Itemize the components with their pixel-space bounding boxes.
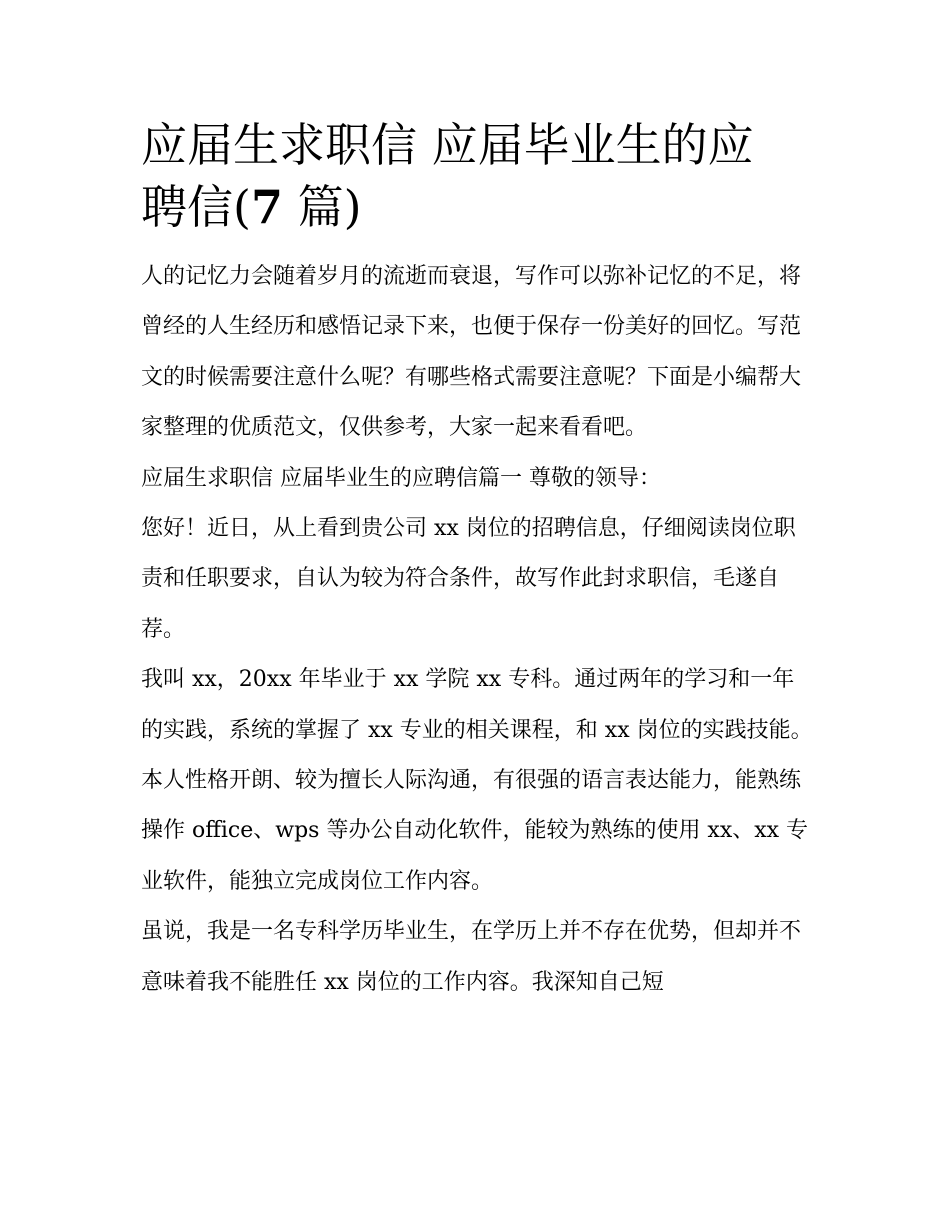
self-introduction-paragraph: 我叫 xx，20xx 年毕业于 xx 学院 xx 专科。通过两年的学习和一年的实践，系统的掌握了 xx 专业的相关课程，和 xx 岗位的实践技能。本人性格开朗、较为擅长人际沟通，有很强的语言表达能力，能熟练操作 office、wps 等办公自动化软件，能较为熟练的使用 xx、xx 专业软件，能独立完成岗位工作内容。	[141, 667, 813, 894]
letter-heading: 应届生求职信 应届毕业生的应聘信篇一 尊敬的领导：	[141, 465, 661, 491]
document-body	[141, 114, 813, 1008]
title-count: 7	[250, 180, 283, 234]
title-line-2-suffix: 篇)	[282, 180, 362, 234]
greeting-paragraph: 您好！近日，从上看到贵公司 xx 岗位的招聘信息，仔细阅读岗位职责和任职要求，自认为较为符合条件，故写作此封求职信，毛遂自荐。	[141, 516, 796, 642]
education-paragraph: 虽说，我是一名专科学历毕业生，在学历上并不存在优势，但却并不意味着我不能胜任 xx 岗位的工作内容。我深知自己短	[141, 919, 802, 995]
title-line-2-prefix: 聘信(	[141, 180, 251, 234]
document-title	[141, 114, 813, 238]
intro-paragraph: 人的记忆力会随着岁月的流逝而衰退，写作可以弥补记忆的不足，将曾经的人生经历和感悟记录下来，也便于保存一份美好的回忆。写范文的时候需要注意什么呢？有哪些格式需要注意呢？下面是小编帮大家整理的优质范文，仅供参考，大家一起来看看吧。	[141, 264, 802, 441]
title-line-1: 应届生求职信 应届毕业生的应	[141, 118, 754, 172]
